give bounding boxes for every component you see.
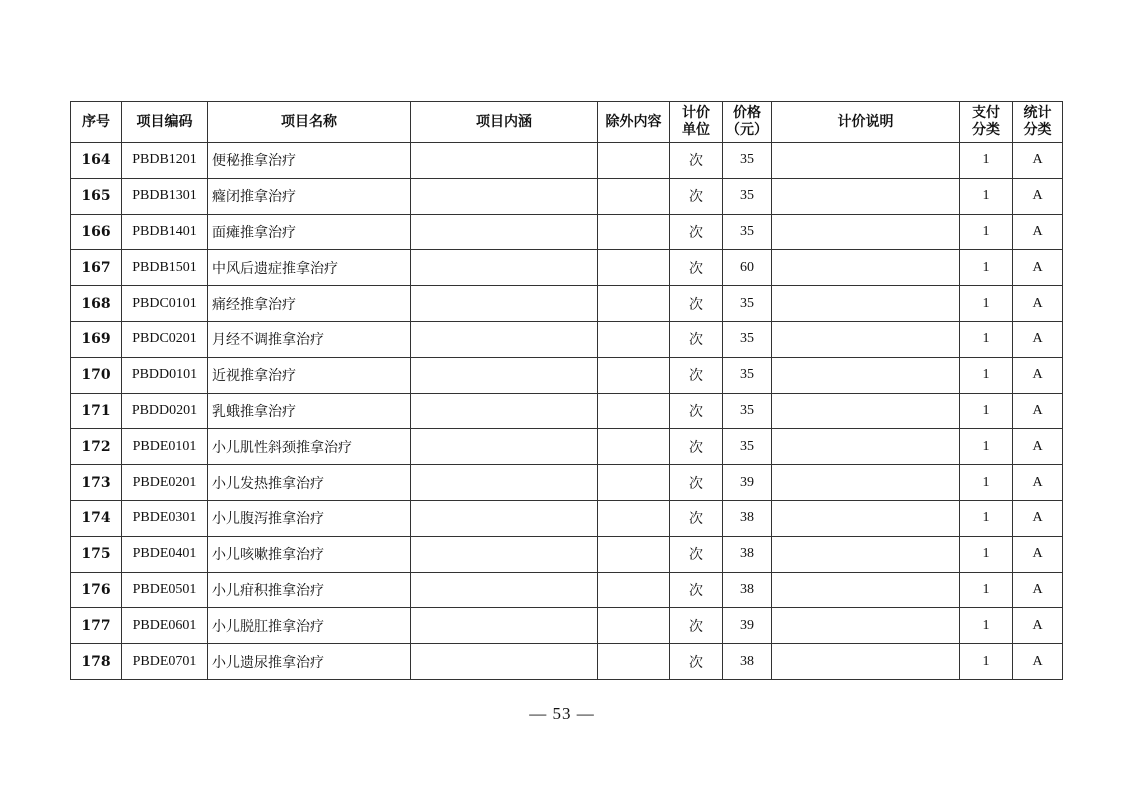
cell-stat: A (1013, 608, 1063, 644)
cell-code: PBDC0201 (122, 321, 208, 357)
cell-note (772, 429, 960, 465)
cell-exclude (598, 465, 670, 501)
table-row (71, 644, 1063, 680)
cell-stat: A (1013, 500, 1063, 536)
cell-price: 35 (723, 393, 772, 429)
cell-exclude (598, 429, 670, 465)
cell-pay: 1 (960, 644, 1013, 680)
header-stat-line2: 分类 (1023, 122, 1052, 138)
cell-note (772, 500, 960, 536)
cell-content (411, 393, 598, 429)
header-content: 项目内涵 (411, 102, 598, 143)
cell-seq: 169 (71, 321, 122, 357)
header-stat-line1: 统计 (1023, 105, 1052, 121)
cell-code: PBDE0101 (122, 429, 208, 465)
cell-name: 中风后遗症推拿治疗 (208, 250, 411, 286)
cell-stat: A (1013, 465, 1063, 501)
header-unit-line2: 单位 (682, 122, 710, 138)
cell-name: 面瘫推拿治疗 (208, 214, 411, 250)
header-pay (960, 102, 1013, 143)
cell-note (772, 572, 960, 608)
cell-content (411, 250, 598, 286)
cell-name: 小儿咳嗽推拿治疗 (208, 536, 411, 572)
cell-name: 近视推拿治疗 (208, 357, 411, 393)
cell-unit: 次 (670, 429, 723, 465)
cell-price: 38 (723, 572, 772, 608)
cell-code: PBDB1301 (122, 178, 208, 214)
header-seq: 序号 (71, 102, 122, 143)
cell-stat: A (1013, 429, 1063, 465)
cell-content (411, 500, 598, 536)
cell-pay: 1 (960, 572, 1013, 608)
cell-content (411, 608, 598, 644)
table-row (71, 536, 1063, 572)
cell-pay: 1 (960, 608, 1013, 644)
cell-price: 35 (723, 429, 772, 465)
cell-unit: 次 (670, 608, 723, 644)
table-row (71, 608, 1063, 644)
cell-seq: 175 (71, 536, 122, 572)
cell-note (772, 393, 960, 429)
cell-code: PBDD0101 (122, 357, 208, 393)
cell-price: 39 (723, 465, 772, 501)
table-row (71, 572, 1063, 608)
cell-stat: A (1013, 536, 1063, 572)
cell-pay: 1 (960, 250, 1013, 286)
cell-stat: A (1013, 393, 1063, 429)
pricing-table (70, 101, 1063, 680)
cell-price: 60 (723, 250, 772, 286)
cell-note (772, 286, 960, 322)
cell-content (411, 429, 598, 465)
table-row (71, 357, 1063, 393)
cell-seq: 174 (71, 500, 122, 536)
cell-seq: 172 (71, 429, 122, 465)
header-unit (670, 102, 723, 143)
cell-unit: 次 (670, 321, 723, 357)
cell-content (411, 321, 598, 357)
cell-note (772, 536, 960, 572)
cell-unit: 次 (670, 572, 723, 608)
cell-note (772, 465, 960, 501)
table-row (71, 214, 1063, 250)
header-stat (1013, 102, 1063, 143)
cell-seq: 178 (71, 644, 122, 680)
cell-seq: 166 (71, 214, 122, 250)
cell-exclude (598, 178, 670, 214)
cell-exclude (598, 644, 670, 680)
cell-pay: 1 (960, 321, 1013, 357)
cell-price: 35 (723, 143, 772, 179)
cell-stat: A (1013, 644, 1063, 680)
cell-code: PBDE0501 (122, 572, 208, 608)
cell-exclude (598, 250, 670, 286)
cell-seq: 177 (71, 608, 122, 644)
cell-price: 38 (723, 644, 772, 680)
cell-name: 月经不调推拿治疗 (208, 321, 411, 357)
cell-note (772, 644, 960, 680)
cell-content (411, 214, 598, 250)
cell-pay: 1 (960, 500, 1013, 536)
header-name: 项目名称 (208, 102, 411, 143)
table-row (71, 500, 1063, 536)
cell-code: PBDE0701 (122, 644, 208, 680)
table-row (71, 321, 1063, 357)
cell-content (411, 465, 598, 501)
header-note: 计价说明 (772, 102, 960, 143)
table-header-row (71, 102, 1063, 143)
cell-seq: 168 (71, 286, 122, 322)
page-number: — 53 — (529, 704, 595, 723)
table-row (71, 250, 1063, 286)
cell-pay: 1 (960, 536, 1013, 572)
header-pay-line2: 分类 (972, 122, 1000, 138)
cell-price: 38 (723, 500, 772, 536)
cell-pay: 1 (960, 214, 1013, 250)
cell-price: 35 (723, 286, 772, 322)
cell-code: PBDB1401 (122, 214, 208, 250)
cell-pay: 1 (960, 393, 1013, 429)
cell-content (411, 143, 598, 179)
cell-note (772, 143, 960, 179)
cell-name: 便秘推拿治疗 (208, 143, 411, 179)
cell-exclude (598, 214, 670, 250)
table-row (71, 178, 1063, 214)
cell-unit: 次 (670, 178, 723, 214)
cell-code: PBDE0301 (122, 500, 208, 536)
cell-exclude (598, 500, 670, 536)
cell-pay: 1 (960, 286, 1013, 322)
cell-code: PBDD0201 (122, 393, 208, 429)
cell-code: PBDE0601 (122, 608, 208, 644)
cell-seq: 171 (71, 393, 122, 429)
cell-note (772, 357, 960, 393)
cell-unit: 次 (670, 644, 723, 680)
cell-content (411, 572, 598, 608)
cell-stat: A (1013, 178, 1063, 214)
cell-seq: 170 (71, 357, 122, 393)
cell-name: 癃闭推拿治疗 (208, 178, 411, 214)
cell-exclude (598, 572, 670, 608)
cell-name: 小儿肌性斜颈推拿治疗 (208, 429, 411, 465)
header-unit-line1: 计价 (682, 105, 710, 121)
cell-name: 小儿腹泻推拿治疗 (208, 500, 411, 536)
cell-seq: 173 (71, 465, 122, 501)
cell-unit: 次 (670, 393, 723, 429)
header-code: 项目编码 (122, 102, 208, 143)
table-row (71, 143, 1063, 179)
cell-name: 痛经推拿治疗 (208, 286, 411, 322)
cell-exclude (598, 286, 670, 322)
cell-content (411, 286, 598, 322)
cell-unit: 次 (670, 465, 723, 501)
cell-price: 38 (723, 536, 772, 572)
cell-unit: 次 (670, 357, 723, 393)
cell-code: PBDB1501 (122, 250, 208, 286)
cell-note (772, 214, 960, 250)
cell-name: 小儿发热推拿治疗 (208, 465, 411, 501)
cell-stat: A (1013, 214, 1063, 250)
cell-exclude (598, 357, 670, 393)
cell-code: PBDB1201 (122, 143, 208, 179)
cell-name: 乳蛾推拿治疗 (208, 393, 411, 429)
cell-name: 小儿遗尿推拿治疗 (208, 644, 411, 680)
cell-content (411, 536, 598, 572)
cell-note (772, 321, 960, 357)
cell-unit: 次 (670, 214, 723, 250)
cell-stat: A (1013, 286, 1063, 322)
cell-price: 39 (723, 608, 772, 644)
cell-name: 小儿脱肛推拿治疗 (208, 608, 411, 644)
header-price-line2: （元） (726, 122, 768, 138)
cell-seq: 167 (71, 250, 122, 286)
header-price-line1: 价格 (733, 105, 761, 121)
cell-price: 35 (723, 321, 772, 357)
table-row (71, 429, 1063, 465)
cell-exclude (598, 143, 670, 179)
header-pay-line1: 支付 (972, 105, 1000, 121)
cell-pay: 1 (960, 178, 1013, 214)
cell-name: 小儿疳积推拿治疗 (208, 572, 411, 608)
cell-seq: 176 (71, 572, 122, 608)
cell-price: 35 (723, 357, 772, 393)
cell-pay: 1 (960, 357, 1013, 393)
cell-code: PBDE0201 (122, 465, 208, 501)
cell-stat: A (1013, 572, 1063, 608)
cell-content (411, 644, 598, 680)
cell-exclude (598, 393, 670, 429)
cell-unit: 次 (670, 250, 723, 286)
cell-unit: 次 (670, 143, 723, 179)
cell-code: PBDE0401 (122, 536, 208, 572)
cell-price: 35 (723, 214, 772, 250)
cell-note (772, 608, 960, 644)
cell-pay: 1 (960, 143, 1013, 179)
cell-stat: A (1013, 143, 1063, 179)
cell-stat: A (1013, 357, 1063, 393)
table-row (71, 393, 1063, 429)
cell-code: PBDC0101 (122, 286, 208, 322)
cell-unit: 次 (670, 536, 723, 572)
header-price (723, 102, 772, 143)
cell-exclude (598, 536, 670, 572)
cell-unit: 次 (670, 286, 723, 322)
table-row (71, 286, 1063, 322)
table-row (71, 465, 1063, 501)
cell-note (772, 250, 960, 286)
cell-exclude (598, 321, 670, 357)
cell-unit: 次 (670, 500, 723, 536)
cell-stat: A (1013, 250, 1063, 286)
cell-stat: A (1013, 321, 1063, 357)
cell-exclude (598, 608, 670, 644)
cell-content (411, 357, 598, 393)
cell-seq: 165 (71, 178, 122, 214)
cell-content (411, 178, 598, 214)
cell-pay: 1 (960, 429, 1013, 465)
cell-seq: 164 (71, 143, 122, 179)
header-exclude: 除外内容 (598, 102, 670, 143)
cell-note (772, 178, 960, 214)
cell-price: 35 (723, 178, 772, 214)
cell-pay: 1 (960, 465, 1013, 501)
table-body (71, 143, 1063, 680)
